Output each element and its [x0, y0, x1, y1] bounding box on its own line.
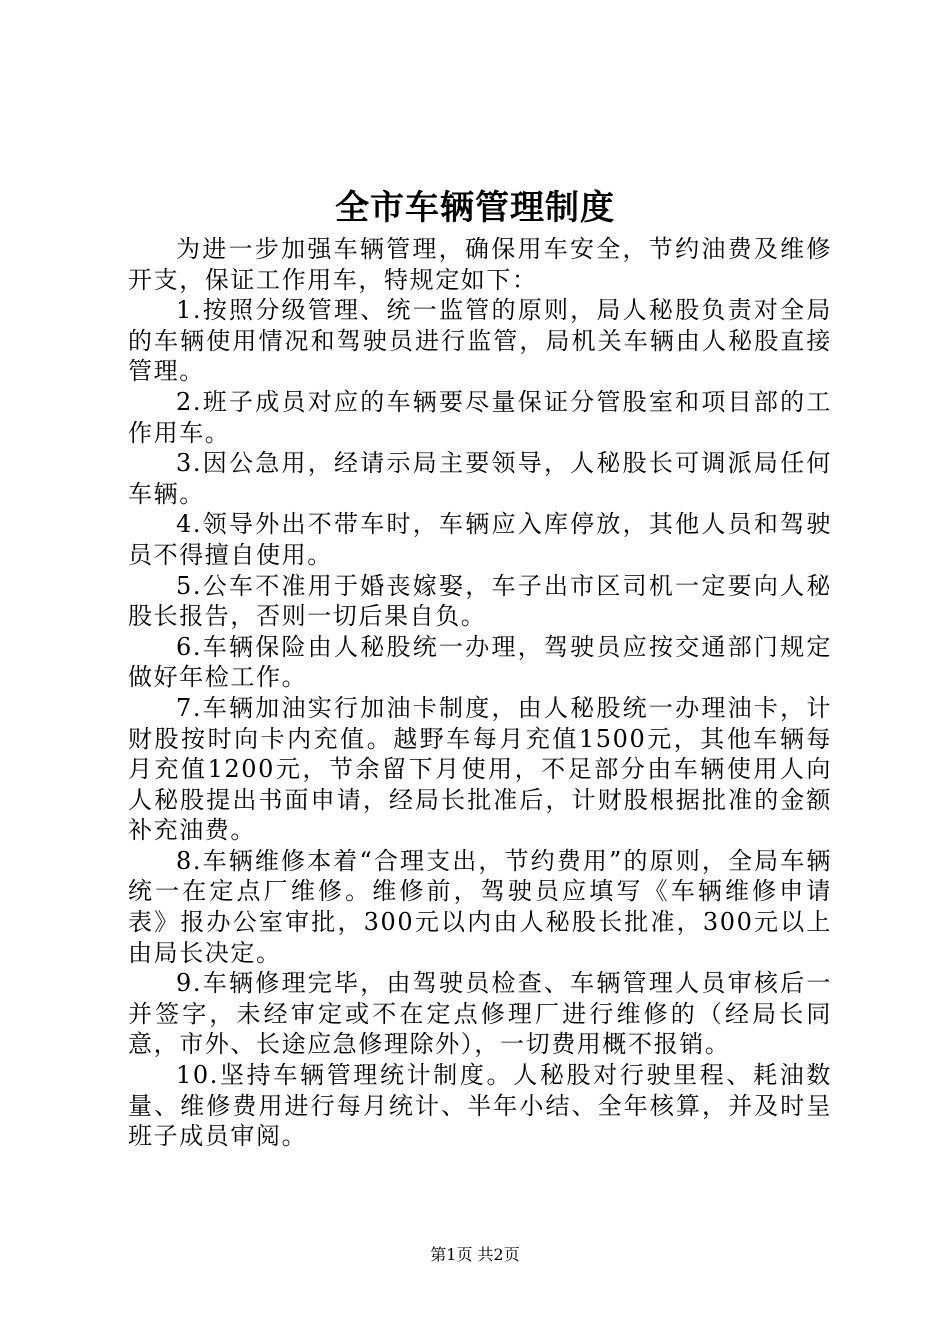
paragraph-item-8: 8.车辆维修本着“合理支出，节约费用”的原则，全局车辆统一在定点厂维修。维修前，驾驶员应填写《车辆维修申请表》报办公室审批，300元以内由人秘股长批准，300元以上由局长决定。 [128, 846, 832, 967]
paragraph-item-6: 6.车辆保险由人秘股统一办理，驾驶员应按交通部门规定做好年检工作。 [128, 632, 832, 692]
page-footer: 第1页 共2页 [430, 1245, 520, 1264]
paragraph-item-9: 9.车辆修理完毕，由驾驶员检查、车辆管理人员审核后一并签字，未经审定或不在定点修理厂进行维修的（经局长同意，市外、长途应急修理除外），一切费用概不报销。 [128, 969, 832, 1059]
paragraph-item-10: 10.坚持车辆管理统计制度。人秘股对行驶里程、耗油数量、维修费用进行每月统计、半年小结、全年核算，并及时呈班子成员审阅。 [128, 1061, 832, 1151]
paragraph-item-3: 3.因公急用，经请示局主要领导，人秘股长可调派局任何车辆。 [128, 449, 832, 508]
paragraph-item-7: 7.车辆加油实行加油卡制度，由人秘股统一办理油卡，计财股按时向卡内充值。越野车每月充值1500元，其他车辆每月充值1200元，节余留下月使用，不足部分由车辆使用人向人秘股提出书面申请，经局长批准后，计财股根据批准的金额补充油费。 [128, 693, 832, 845]
paragraph-intro: 为进一步加强车辆管理，确保用车安全，节约油费及维修开支，保证工作用车，特规定如下： [128, 235, 832, 294]
paragraph-item-2: 2.班子成员对应的车辆要尽量保证分管股室和项目部的工作用车。 [128, 387, 832, 447]
document-title: 全市车辆管理制度 [335, 188, 615, 228]
paragraph-item-1: 1.按照分级管理、统一监管的原则，局人秘股负责对全局的车辆使用情况和驾驶员进行监管，局机关车辆由人秘股直接管理。 [128, 296, 832, 386]
document-body [128, 234, 832, 1152]
paragraph-item-5: 5.公车不准用于婚丧嫁娶，车子出市区司机一定要向人秘股长报告，否则一切后果自负。 [128, 571, 832, 631]
paragraph-item-4: 4.领导外出不带车时，车辆应入库停放，其他人员和驾驶员不得擅自使用。 [128, 510, 832, 569]
